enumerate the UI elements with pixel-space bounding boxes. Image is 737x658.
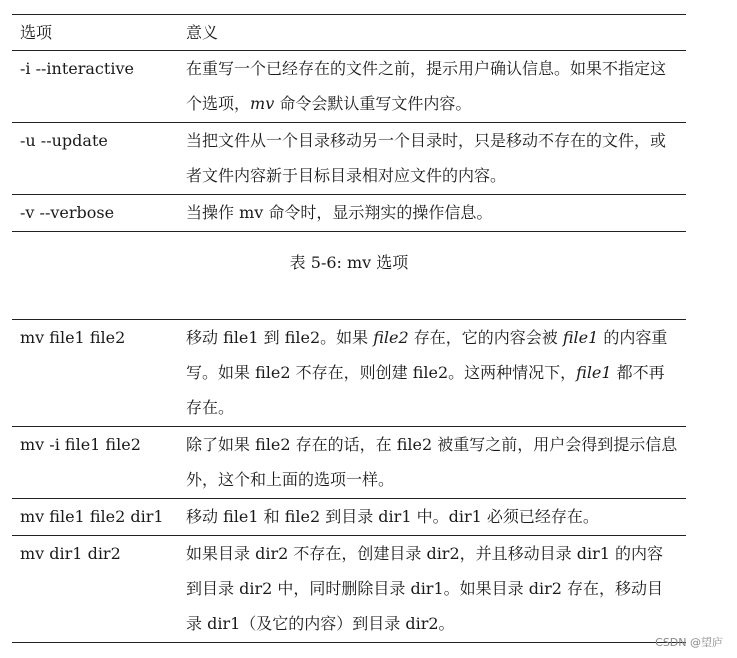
- command-cell: mv -i file1 file2: [12, 427, 178, 499]
- option-cell: -u --update: [12, 123, 178, 195]
- text-segment: 当操作 mv 命令时，显示翔实的操作信息。: [186, 203, 493, 222]
- table-caption: 表 5-6: mv 选项: [289, 253, 409, 272]
- result-cell: [178, 320, 686, 427]
- meaning-cell: [178, 195, 686, 232]
- option-cell: -i --interactive: [12, 51, 178, 123]
- table-row: [12, 499, 686, 536]
- text-segment: 存在，它的内容会被: [408, 328, 563, 347]
- text-segment: 移动 file1 到 file2。如果: [186, 328, 374, 347]
- options-table: [12, 14, 686, 232]
- command-cell: mv dir1 dir2: [20, 544, 121, 563]
- italic-term: file2: [373, 328, 409, 347]
- italic-term: mv: [250, 94, 275, 113]
- text-segment: 的内容重写。如果 file2 不存在，则创建 file2。这两种情况下，: [186, 328, 668, 382]
- table-row: [12, 123, 686, 195]
- watermark: CSDN @望庐: [655, 636, 723, 649]
- result-cell: [178, 499, 686, 536]
- result-cell: [178, 427, 686, 499]
- text-segment: 在重写一个已经存在的文件之前，提示用户确认信息。如果不指定这个选项，: [186, 59, 667, 113]
- table-row: [12, 427, 686, 499]
- text-segment: 命令会默认重写文件内容。: [274, 94, 472, 113]
- examples-table: [12, 319, 686, 643]
- command-cell: mv file1 file2 dir1: [12, 499, 178, 536]
- text-segment: 当把文件从一个目录移动另一个目录时，只是移动不存在的文件，或者文件内容新于目标目录相对应文件的内容。: [186, 131, 667, 185]
- italic-term: file1: [562, 328, 599, 347]
- meaning-cell: [178, 51, 686, 123]
- option-cell: -v --verbose: [20, 203, 115, 222]
- table-row: [12, 51, 686, 123]
- table-row: [12, 320, 686, 427]
- meaning-cell: [178, 123, 686, 195]
- text-segment: 都不再存在。: [186, 363, 665, 417]
- text-segment: 除了如果 file2 存在的话，在 file2 被重写之前，用户会得到提示信息外，这个和上面的选项一样。: [186, 435, 678, 489]
- header-meaning: 意义: [178, 15, 686, 51]
- result-cell: [178, 536, 686, 643]
- text-segment: 如果目录 dir2 不存在，创建目录 dir2，并且移动目录 dir1 的内容到目录 dir2 中，同时删除目录 dir1。如果目录 dir2 存在，移动目录 dir1（及它的内容）到目录 dir2。: [186, 544, 663, 633]
- table-row: [12, 536, 686, 643]
- command-cell: mv file1 file2: [12, 320, 178, 427]
- table-header-row: [12, 15, 686, 51]
- header-option: 选项: [12, 15, 178, 51]
- italic-term: file1: [576, 363, 612, 382]
- text-segment: 移动 file1 和 file2 到目录 dir1 中。dir1 必须已经存在。: [186, 507, 599, 526]
- table-row: [12, 195, 686, 232]
